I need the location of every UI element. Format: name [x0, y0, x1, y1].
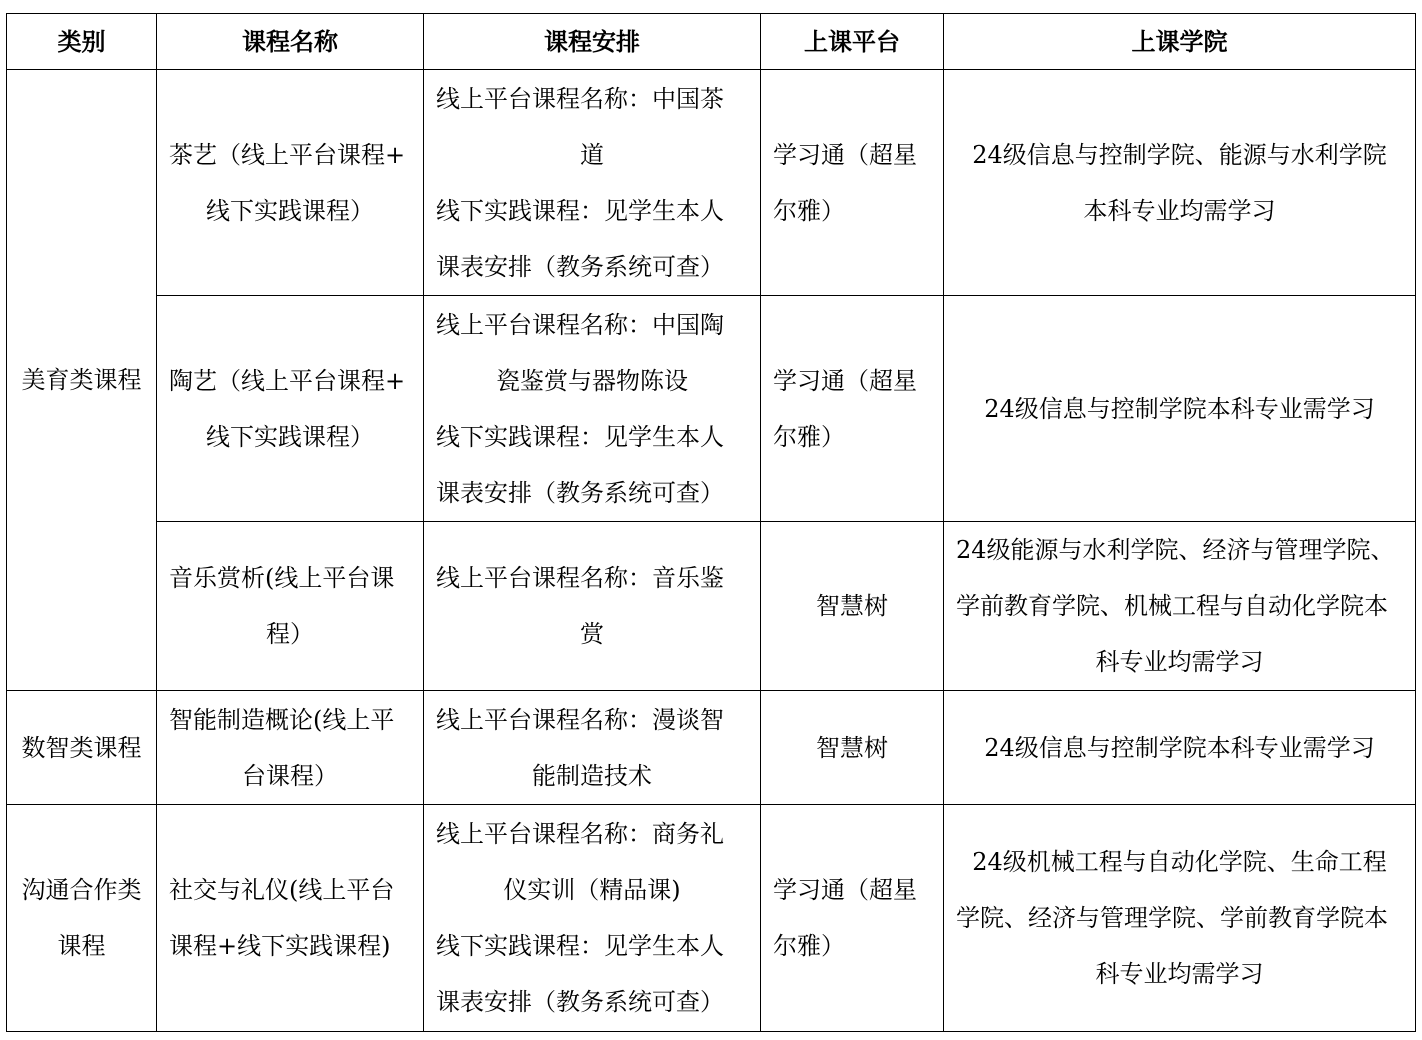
text-line: 学习通（超星 — [773, 140, 917, 169]
text-line: 线上平台课程名称：漫谈智 — [436, 705, 724, 734]
header-row — [7, 14, 1416, 70]
text-line: 线下实践课程：见学生本人 — [436, 932, 724, 960]
text-line: 科专业均需学习 — [1095, 648, 1264, 676]
text-line: 24级机械工程与自动化学院、生命工程 — [972, 848, 1387, 876]
platform-cell — [761, 691, 944, 805]
course-name-cell — [157, 70, 424, 296]
text-line: 24级信息与控制学院本科专业需学习 — [984, 733, 1375, 762]
text-line: 智能制造概论(线上平 — [169, 705, 395, 734]
platform-cell — [761, 805, 944, 1032]
text-line: 能制造技术 — [532, 761, 652, 790]
text-line: 瓷鉴赏与器物陈设 — [496, 366, 688, 395]
text-line: 音乐赏析(线上平台课 — [169, 564, 395, 592]
arrangement-cell — [424, 691, 761, 805]
text-line: 课程 — [57, 932, 106, 960]
course-table — [6, 13, 1416, 1032]
text-line: 学前教育学院、机械工程与自动化学院本 — [956, 592, 1388, 620]
table-row — [7, 522, 1416, 691]
college-cell — [944, 522, 1416, 691]
text-line: 课表安排（教务系统可查） — [436, 252, 724, 281]
category-cell: 数智类课程 — [7, 691, 157, 805]
arrangement-cell — [424, 805, 761, 1032]
arrangement-cell — [424, 70, 761, 296]
text-line: 茶艺（线上平台课程+ — [169, 140, 406, 169]
platform-cell — [761, 70, 944, 296]
table-row — [7, 70, 1416, 296]
header-college: 上课学院 — [944, 14, 1416, 70]
text-line: 学习通（超星 — [773, 366, 917, 395]
table-row — [7, 296, 1416, 522]
text-line: 学习通（超星 — [773, 876, 917, 904]
text-line: 课程+线下实践课程) — [169, 932, 391, 960]
text-line: 沟通合作类 — [21, 876, 142, 904]
course-name-cell — [157, 296, 424, 522]
text-line: 线上平台课程名称：音乐鉴 — [436, 564, 724, 592]
college-cell — [944, 691, 1416, 805]
text-line: 陶艺（线上平台课程+ — [169, 366, 406, 395]
header-category: 类别 — [7, 14, 157, 70]
text-line: 24级能源与水利学院、经济与管理学院、 — [956, 536, 1395, 564]
platform-cell — [761, 296, 944, 522]
text-line: 线下实践课程：见学生本人 — [436, 422, 724, 451]
text-line: 尔雅） — [773, 196, 845, 225]
text-line: 课表安排（教务系统可查） — [436, 988, 724, 1016]
text-line: 线上平台课程名称：中国茶 — [436, 84, 724, 113]
text-line: 线上平台课程名称：中国陶 — [436, 310, 724, 339]
table-row — [7, 805, 1416, 1032]
arrangement-cell — [424, 296, 761, 522]
header-platform: 上课平台 — [761, 14, 944, 70]
arrangement-cell — [424, 522, 761, 691]
category-cell — [7, 805, 157, 1032]
text-line: 台课程） — [242, 761, 338, 790]
text-line: 社交与礼仪(线上平台 — [169, 876, 395, 904]
text-line: 课表安排（教务系统可查） — [436, 478, 724, 507]
text-line: 赏 — [580, 620, 604, 648]
header-arrangement: 课程安排 — [424, 14, 761, 70]
platform-cell — [761, 522, 944, 691]
text-line: 24级信息与控制学院本科专业需学习 — [984, 394, 1375, 423]
college-cell — [944, 70, 1416, 296]
course-name-cell — [157, 522, 424, 691]
text-line: 智慧树 — [816, 733, 888, 762]
text-line: 线下实践课程） — [206, 422, 374, 451]
text-line: 尔雅） — [773, 932, 845, 960]
college-cell — [944, 805, 1416, 1032]
course-name-cell — [157, 805, 424, 1032]
course-name-cell — [157, 691, 424, 805]
text-line: 线下实践课程：见学生本人 — [436, 196, 724, 225]
text-line: 道 — [580, 140, 604, 169]
text-line: 24级信息与控制学院、能源与水利学院 — [972, 140, 1387, 169]
text-line: 线上平台课程名称：商务礼 — [436, 820, 724, 848]
college-cell — [944, 296, 1416, 522]
text-line: 智慧树 — [816, 592, 888, 620]
text-line: 程） — [266, 620, 314, 648]
text-line: 尔雅） — [773, 422, 845, 451]
text-line: 科专业均需学习 — [1095, 960, 1264, 988]
text-line: 学院、经济与管理学院、学前教育学院本 — [956, 904, 1388, 932]
header-course-name: 课程名称 — [157, 14, 424, 70]
text-line: 本科专业均需学习 — [1083, 196, 1276, 225]
text-line: 仪实训（精品课) — [503, 876, 681, 904]
table-row — [7, 691, 1416, 805]
text-line: 线下实践课程） — [206, 196, 374, 225]
category-cell: 美育类课程 — [7, 70, 157, 691]
